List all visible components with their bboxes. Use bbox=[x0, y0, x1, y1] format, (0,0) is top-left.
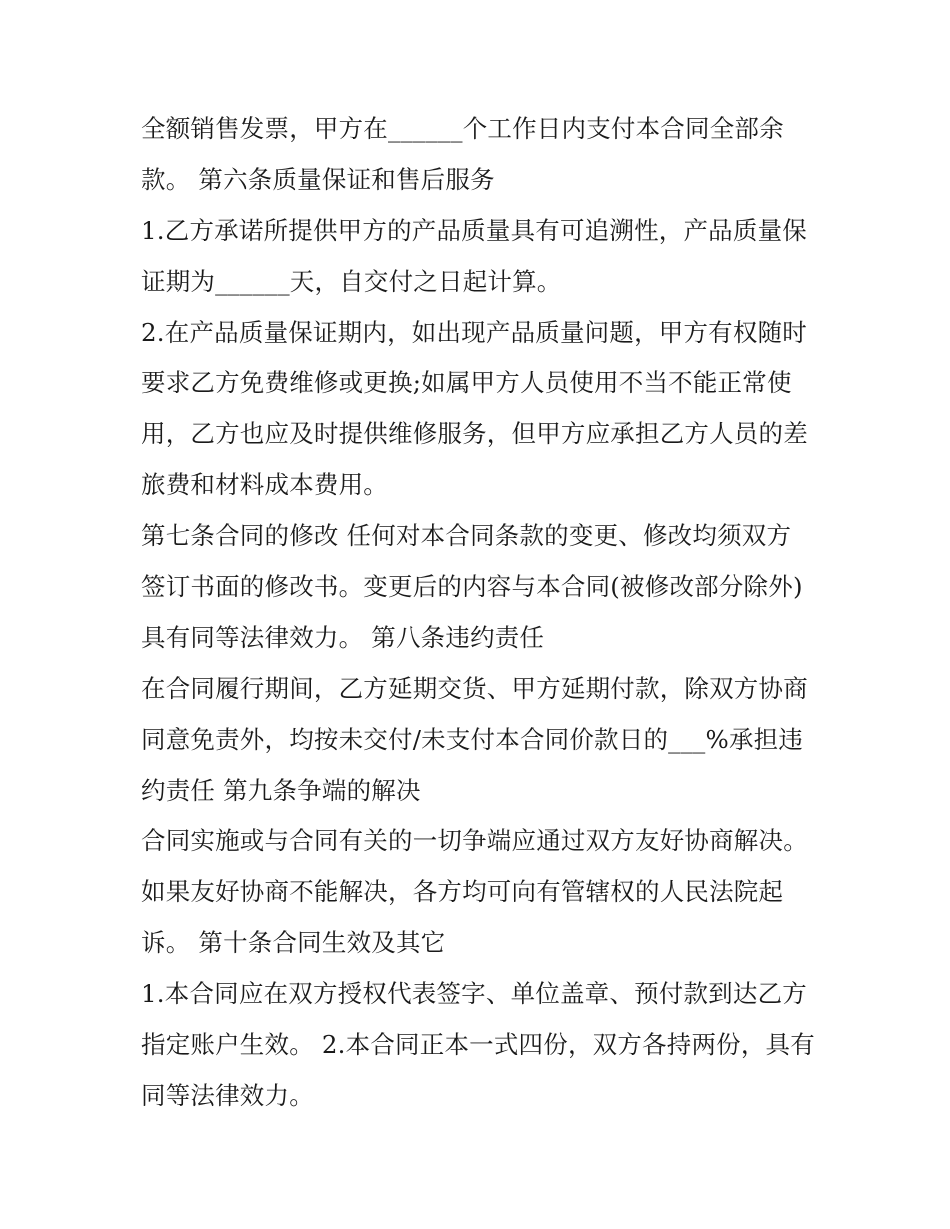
text-line: 指定账户生效。 2.本合同正本一式四份，双方各持两份，具有 bbox=[141, 1030, 815, 1060]
text-line: 1.本合同应在双方授权代表签字、单位盖章、预付款到达乙方 bbox=[141, 979, 807, 1009]
text-line: 全额销售发票，甲方在______个工作日内支付本合同全部余 bbox=[141, 114, 784, 143]
text-line: 旅费和材料成本费用。 bbox=[141, 470, 388, 500]
text-line: 诉。 第十条合同生效及其它 bbox=[141, 928, 446, 958]
text-line: 约责任 第九条争端的解决 bbox=[141, 775, 421, 805]
text-line: 合同实施或与合同有关的一切争端应通过双方友好协商解决。 bbox=[141, 826, 808, 856]
text-line: 在合同履行期间，乙方延期交货、甲方延期付款，除双方协商 bbox=[141, 673, 808, 703]
text-line: 要求乙方免费维修或更换;如属甲方人员使用不当不能正常使 bbox=[141, 368, 792, 398]
text-line: 款。 第六条质量保证和售后服务 bbox=[141, 164, 495, 194]
text-line: 1.乙方承诺所提供甲方的产品质量具有可追溯性，产品质量保 bbox=[141, 215, 807, 245]
text-line: 同意免责外，均按未交付/未支付本合同价款日的___%承担违 bbox=[141, 724, 804, 754]
contract-text bbox=[141, 104, 841, 1122]
text-line: 同等法律效力。 bbox=[141, 1080, 314, 1110]
text-line: 2.在产品质量保证期内，如出现产品质量问题，甲方有权随时 bbox=[141, 317, 807, 347]
text-line: 用，乙方也应及时提供维修服务，但甲方应承担乙方人员的差 bbox=[141, 419, 808, 449]
text-line: 第七条合同的修改 任何对本合同条款的变更、修改均须双方 bbox=[141, 521, 792, 551]
text-line: 如果友好协商不能解决，各方均可向有管辖权的人民法院起 bbox=[141, 877, 784, 907]
text-line: 签订书面的修改书。变更后的内容与本合同(被修改部分除外) bbox=[141, 572, 803, 602]
text-line: 证期为______天，自交付之日起计算。 bbox=[141, 266, 562, 296]
text-line: 具有同等法律效力。 第八条违约责任 bbox=[141, 622, 545, 652]
